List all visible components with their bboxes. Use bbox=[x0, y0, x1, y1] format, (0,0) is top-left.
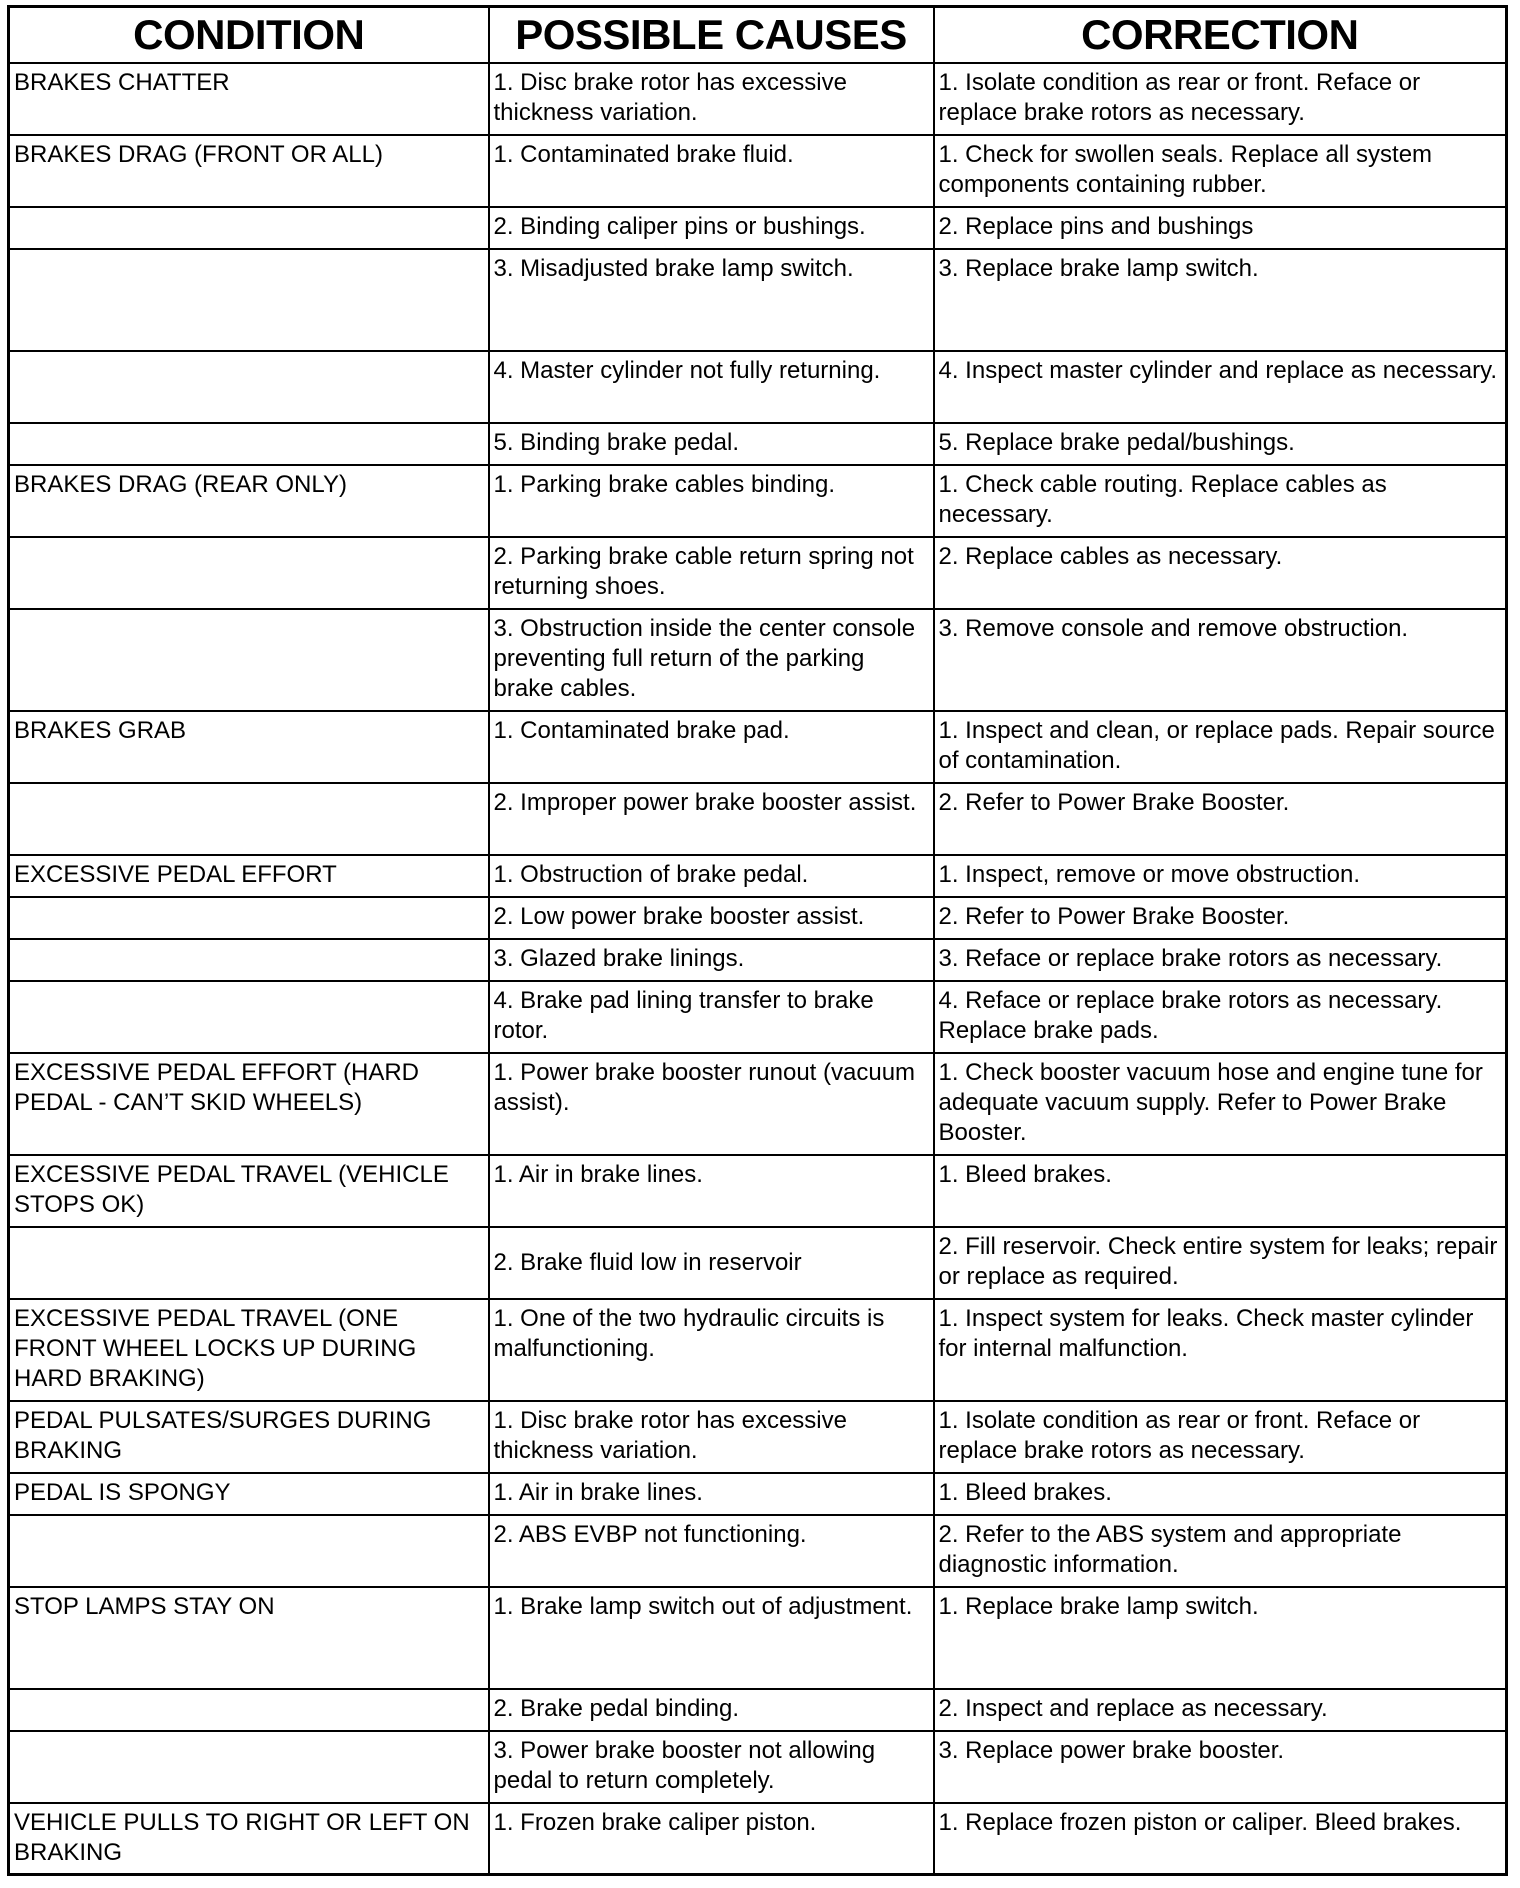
condition-cell bbox=[9, 423, 489, 465]
table-row bbox=[9, 207, 1507, 249]
cause-cell: 2. Brake fluid low in reservoir bbox=[489, 1227, 934, 1299]
cause-cell: 2. Parking brake cable return spring not returning shoes. bbox=[489, 537, 934, 609]
condition-cell bbox=[9, 939, 489, 981]
correction-cell: 2. Replace pins and bushings bbox=[934, 207, 1507, 249]
table-row bbox=[9, 1401, 1507, 1473]
table-row bbox=[9, 249, 1507, 351]
cause-cell: 4. Brake pad lining transfer to brake rotor. bbox=[489, 981, 934, 1053]
condition-cell bbox=[9, 207, 489, 249]
cause-cell: 1. Disc brake rotor has excessive thickness variation. bbox=[489, 1401, 934, 1473]
cause-cell: 1. Contaminated brake fluid. bbox=[489, 135, 934, 207]
correction-cell: 2. Refer to Power Brake Booster. bbox=[934, 897, 1507, 939]
table-row bbox=[9, 897, 1507, 939]
correction-cell: 1. Inspect, remove or move obstruction. bbox=[934, 855, 1507, 897]
correction-cell: 2. Replace cables as necessary. bbox=[934, 537, 1507, 609]
table-row bbox=[9, 423, 1507, 465]
table-row bbox=[9, 1689, 1507, 1731]
table-row bbox=[9, 1155, 1507, 1227]
correction-cell: 1. Inspect and clean, or replace pads. Repair source of contamination. bbox=[934, 711, 1507, 783]
condition-cell bbox=[9, 1227, 489, 1299]
table-row bbox=[9, 1731, 1507, 1803]
cause-cell: 1. Brake lamp switch out of adjustment. bbox=[489, 1587, 934, 1689]
cause-cell: 1. Parking brake cables binding. bbox=[489, 465, 934, 537]
header-possible-causes: POSSIBLE CAUSES bbox=[489, 7, 934, 63]
table-row bbox=[9, 981, 1507, 1053]
cause-cell: 3. Glazed brake linings. bbox=[489, 939, 934, 981]
table-row bbox=[9, 135, 1507, 207]
condition-cell: BRAKES CHATTER bbox=[9, 63, 489, 135]
cause-cell: 2. Brake pedal binding. bbox=[489, 1689, 934, 1731]
table-row bbox=[9, 1053, 1507, 1155]
cause-cell: 5. Binding brake pedal. bbox=[489, 423, 934, 465]
condition-cell: EXCESSIVE PEDAL EFFORT (HARD PEDAL - CAN’T SKID WHEELS) bbox=[9, 1053, 489, 1155]
correction-cell: 2. Refer to Power Brake Booster. bbox=[934, 783, 1507, 855]
table-row bbox=[9, 711, 1507, 783]
table-row bbox=[9, 1515, 1507, 1587]
correction-cell: 1. Replace frozen piston or caliper. Bleed brakes. bbox=[934, 1803, 1507, 1875]
cause-cell: 2. ABS EVBP not functioning. bbox=[489, 1515, 934, 1587]
correction-cell: 1. Replace brake lamp switch. bbox=[934, 1587, 1507, 1689]
correction-cell: 3. Reface or replace brake rotors as necessary. bbox=[934, 939, 1507, 981]
condition-cell bbox=[9, 249, 489, 351]
table-row bbox=[9, 1803, 1507, 1875]
header-condition: CONDITION bbox=[9, 7, 489, 63]
correction-cell: 2. Fill reservoir. Check entire system for leaks; repair or replace as required. bbox=[934, 1227, 1507, 1299]
table-row bbox=[9, 783, 1507, 855]
table-row bbox=[9, 63, 1507, 135]
correction-cell: 1. Check for swollen seals. Replace all system components containing rubber. bbox=[934, 135, 1507, 207]
cause-cell: 1. One of the two hydraulic circuits is malfunctioning. bbox=[489, 1299, 934, 1401]
condition-cell: BRAKES GRAB bbox=[9, 711, 489, 783]
correction-cell: 4. Inspect master cylinder and replace as necessary. bbox=[934, 351, 1507, 423]
correction-cell: 2. Refer to the ABS system and appropriate diagnostic information. bbox=[934, 1515, 1507, 1587]
correction-cell: 4. Reface or replace brake rotors as necessary. Replace brake pads. bbox=[934, 981, 1507, 1053]
cause-cell: 1. Frozen brake caliper piston. bbox=[489, 1803, 934, 1875]
cause-cell: 2. Improper power brake booster assist. bbox=[489, 783, 934, 855]
condition-cell bbox=[9, 1731, 489, 1803]
correction-cell: 1. Bleed brakes. bbox=[934, 1473, 1507, 1515]
condition-cell: BRAKES DRAG (REAR ONLY) bbox=[9, 465, 489, 537]
cause-cell: 1. Disc brake rotor has excessive thickness variation. bbox=[489, 63, 934, 135]
condition-cell: VEHICLE PULLS TO RIGHT OR LEFT ON BRAKING bbox=[9, 1803, 489, 1875]
correction-cell: 1. Check cable routing. Replace cables as necessary. bbox=[934, 465, 1507, 537]
cause-cell: 1. Contaminated brake pad. bbox=[489, 711, 934, 783]
table-row bbox=[9, 465, 1507, 537]
cause-cell: 1. Power brake booster runout (vacuum assist). bbox=[489, 1053, 934, 1155]
cause-cell: 1. Obstruction of brake pedal. bbox=[489, 855, 934, 897]
condition-cell bbox=[9, 981, 489, 1053]
condition-cell bbox=[9, 1515, 489, 1587]
condition-cell: EXCESSIVE PEDAL TRAVEL (VEHICLE STOPS OK) bbox=[9, 1155, 489, 1227]
correction-cell: 2. Inspect and replace as necessary. bbox=[934, 1689, 1507, 1731]
correction-cell: 1. Inspect system for leaks. Check master cylinder for internal malfunction. bbox=[934, 1299, 1507, 1401]
condition-cell: EXCESSIVE PEDAL EFFORT bbox=[9, 855, 489, 897]
condition-cell bbox=[9, 537, 489, 609]
diagnosis-sheet bbox=[7, 5, 1505, 1876]
table-row bbox=[9, 939, 1507, 981]
table-row bbox=[9, 1473, 1507, 1515]
table-row bbox=[9, 1299, 1507, 1401]
cause-cell: 1. Air in brake lines. bbox=[489, 1473, 934, 1515]
condition-cell bbox=[9, 351, 489, 423]
condition-cell bbox=[9, 1689, 489, 1731]
header-row bbox=[9, 7, 1507, 63]
header-correction: CORRECTION bbox=[934, 7, 1507, 63]
condition-cell: STOP LAMPS STAY ON bbox=[9, 1587, 489, 1689]
correction-cell: 5. Replace brake pedal/bushings. bbox=[934, 423, 1507, 465]
correction-cell: 1. Bleed brakes. bbox=[934, 1155, 1507, 1227]
cause-cell: 4. Master cylinder not fully returning. bbox=[489, 351, 934, 423]
table-row bbox=[9, 1587, 1507, 1689]
condition-cell: PEDAL IS SPONGY bbox=[9, 1473, 489, 1515]
table-row bbox=[9, 537, 1507, 609]
cause-cell: 3. Misadjusted brake lamp switch. bbox=[489, 249, 934, 351]
condition-cell bbox=[9, 897, 489, 939]
cause-cell: 2. Low power brake booster assist. bbox=[489, 897, 934, 939]
table-row bbox=[9, 351, 1507, 423]
cause-cell: 1. Air in brake lines. bbox=[489, 1155, 934, 1227]
condition-cell: PEDAL PULSATES/SURGES DURING BRAKING bbox=[9, 1401, 489, 1473]
cause-cell: 2. Binding caliper pins or bushings. bbox=[489, 207, 934, 249]
correction-cell: 3. Replace power brake booster. bbox=[934, 1731, 1507, 1803]
cause-cell: 3. Obstruction inside the center console preventing full return of the parking brake cables. bbox=[489, 609, 934, 711]
cause-cell: 3. Power brake booster not allowing pedal to return completely. bbox=[489, 1731, 934, 1803]
table-row bbox=[9, 609, 1507, 711]
table-row bbox=[9, 855, 1507, 897]
table-row bbox=[9, 1227, 1507, 1299]
correction-cell: 3. Replace brake lamp switch. bbox=[934, 249, 1507, 351]
condition-cell: EXCESSIVE PEDAL TRAVEL (ONE FRONT WHEEL LOCKS UP DURING HARD BRAKING) bbox=[9, 1299, 489, 1401]
brake-diagnosis-table bbox=[7, 5, 1508, 1876]
condition-cell bbox=[9, 609, 489, 711]
condition-cell: BRAKES DRAG (FRONT OR ALL) bbox=[9, 135, 489, 207]
correction-cell: 1. Check booster vacuum hose and engine tune for adequate vacuum supply. Refer to Power Brake Booster. bbox=[934, 1053, 1507, 1155]
condition-cell bbox=[9, 783, 489, 855]
correction-cell: 1. Isolate condition as rear or front. Reface or replace brake rotors as necessary. bbox=[934, 63, 1507, 135]
correction-cell: 3. Remove console and remove obstruction. bbox=[934, 609, 1507, 711]
correction-cell: 1. Isolate condition as rear or front. Reface or replace brake rotors as necessary. bbox=[934, 1401, 1507, 1473]
